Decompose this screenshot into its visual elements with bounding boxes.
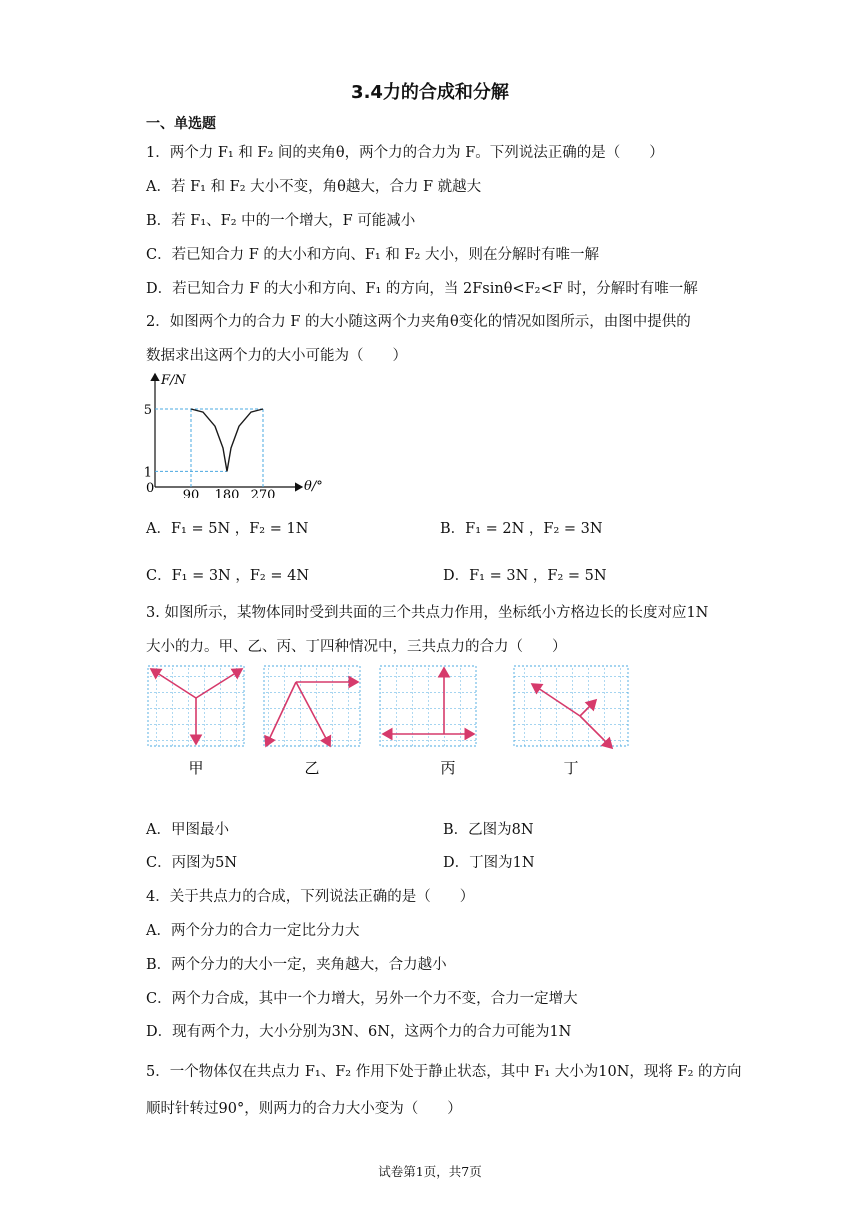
series-line: [191, 409, 263, 471]
q4-option-b: B．两个分力的大小一定，夹角越大，合力越小: [146, 957, 447, 973]
y-axis-label: F/N: [161, 373, 186, 388]
x-axis-label: θ/°: [304, 479, 323, 494]
x-tick-label: 90: [182, 488, 200, 498]
diagram-jia: [148, 666, 244, 746]
q5-stem-line1: 5．一个物体仅在共点力 F₁、F₂ 作用下处于静止状态，其中 F₁ 大小为10N，现将 F₂ 的方向: [146, 1064, 742, 1080]
q3-option-a: A．甲图最小: [146, 822, 229, 838]
diagram-label-yi: 乙: [304, 759, 320, 777]
q3-option-c: C．丙图为5N: [146, 855, 238, 871]
q1-option-d: D．若已知合力 F 的大小和方向、F₁ 的方向，当 2Fsinθ<F₂<F 时，分解时有唯一解: [146, 281, 698, 297]
y-tick-label: 1: [143, 465, 152, 481]
y-tick-label: 5: [143, 403, 152, 418]
q3-option-d: D．丁图为1N: [443, 855, 535, 871]
q4-option-c: C．两个力合成，其中一个力增大，另外一个力不变，合力一定增大: [146, 991, 578, 1007]
q2-stem-line2: 数据求出这两个力的大小可能为（ ）: [146, 348, 407, 364]
q4-option-d: D．现有两个力，大小分别为3N、6N，这两个力的合力可能为1N: [146, 1024, 572, 1040]
q1-option-a: A．若 F₁ 和 F₂ 大小不变，角θ越大，合力 F 就越大: [146, 179, 482, 195]
section-heading: 一、单选题: [146, 116, 216, 132]
q1-stem: 1．两个力 F₁ 和 F₂ 间的夹角θ，两个力的合力为 F。下列说法正确的是（ ）: [146, 145, 664, 161]
q5-stem-line2: 顺时针转过90°，则两力的合力大小变为（ ）: [146, 1101, 462, 1117]
q2-option-b: B．F₁ = 2N ，F₂ = 3N: [440, 521, 603, 537]
q2-option-d: D．F₁ = 3N ，F₂ = 5N: [443, 568, 607, 584]
diagram-ding: [514, 666, 628, 748]
q2-option-a: A．F₁ = 5N ，F₂ = 1N: [146, 521, 309, 537]
q3-stem-line2: 大小的力。甲、乙、丙、丁四种情况中，三共点力的合力（ ）: [146, 639, 567, 655]
x-tick-label: 270: [250, 488, 276, 498]
q2-option-c: C．F₁ = 3N ，F₂ = 4N: [146, 568, 310, 584]
q3-stem-line1: 3. 如图所示，某物体同时受到共面的三个共点力作用，坐标纸小方格边长的长度对应1N: [146, 605, 709, 621]
diagram-label-ding: 丁: [563, 759, 579, 777]
diagram-label-jia: 甲: [188, 759, 204, 777]
q2-stem-line1: 2．如图两个力的合力 F 的大小随这两个力夹角θ变化的情况如图所示，由图中提供的: [146, 314, 691, 330]
q3-force-diagrams: [140, 660, 640, 785]
q3-option-b: B．乙图为8N: [443, 822, 534, 838]
q4-stem: 4．关于共点力的合成，下列说法正确的是（ ）: [146, 889, 475, 905]
x-tick-label: 180: [214, 488, 240, 498]
q2-f-theta-chart: [140, 368, 330, 498]
q1-option-c: C．若已知合力 F 的大小和方向、F₁ 和 F₂ 大小，则在分解时有唯一解: [146, 247, 599, 263]
page-footer: 试卷第1页，共7页: [378, 1164, 482, 1179]
q4-option-a: A．两个分力的合力一定比分力大: [146, 923, 360, 939]
origin-label: 0: [146, 481, 155, 496]
page-title: 3.4力的合成和分解: [351, 82, 509, 103]
diagram-yi: [264, 666, 360, 746]
diagram-label-bing: 丙: [440, 759, 456, 777]
diagram-bing: [380, 666, 476, 746]
q1-option-b: B．若 F₁、F₂ 中的一个增大，F 可能减小: [146, 213, 416, 229]
